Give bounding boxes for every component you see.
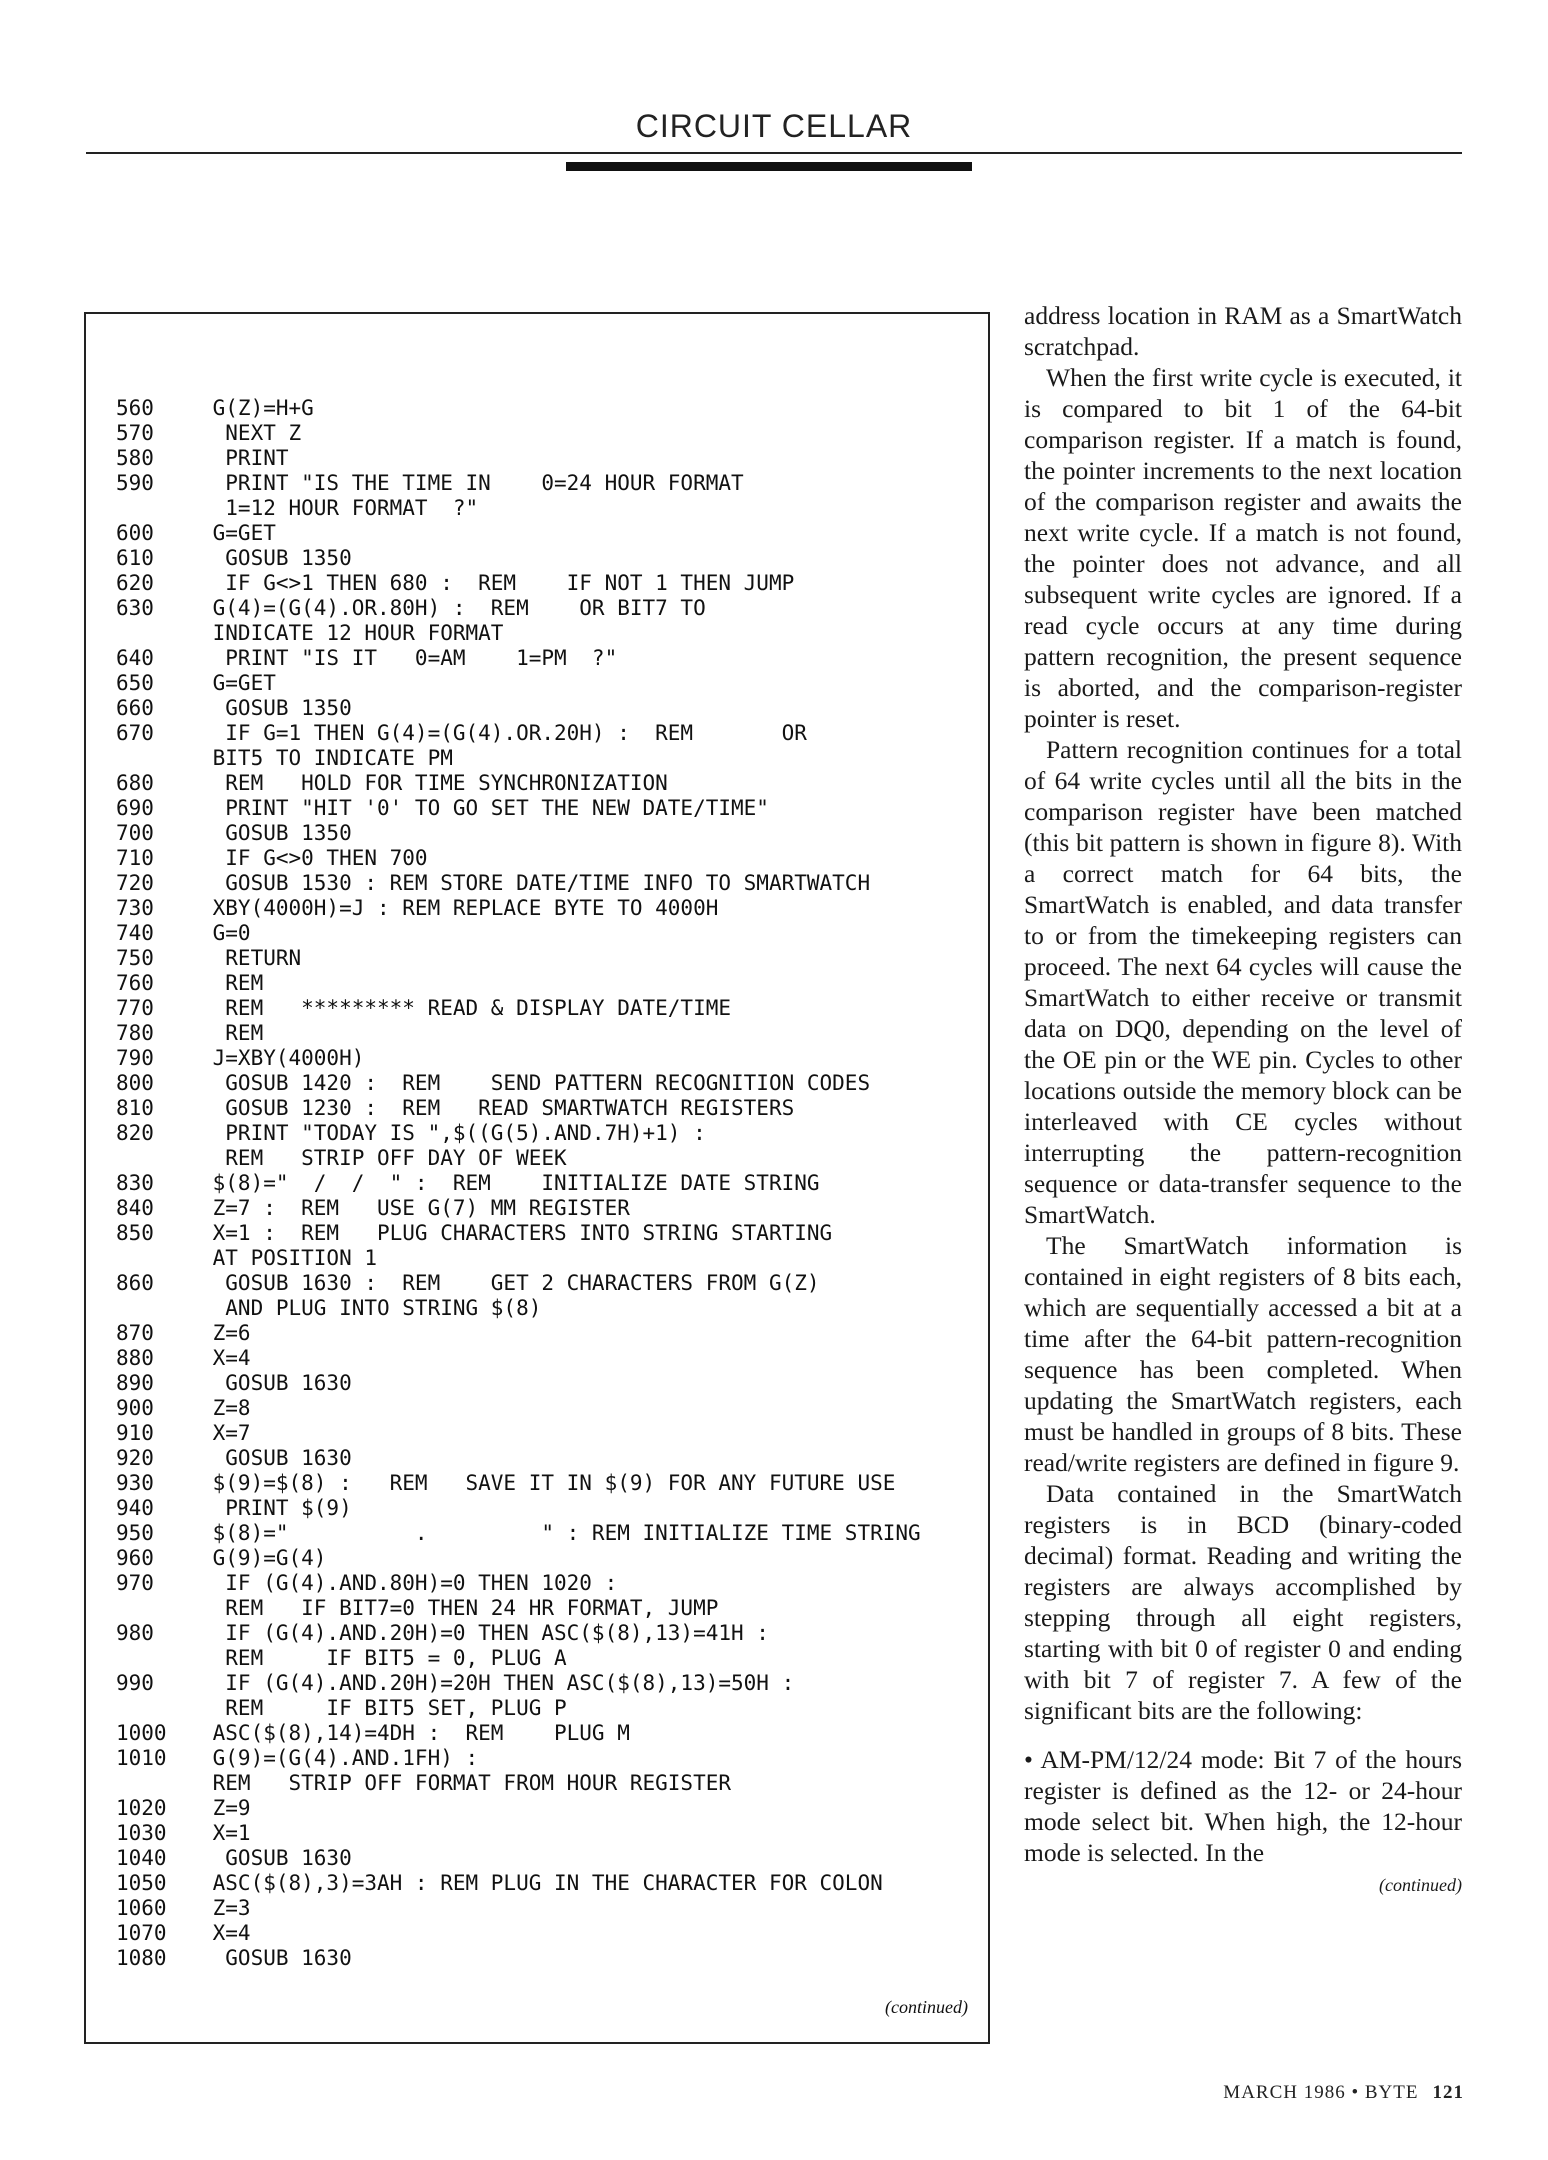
line-code: IF G<>1 THEN 680 : REM IF NOT 1 THEN JUMP — [200, 571, 795, 595]
code-line — [116, 1696, 976, 1721]
page-footer — [1223, 2082, 1464, 2104]
line-number: 590 — [116, 471, 154, 495]
line-code: $(9)=$(8) : REM SAVE IT IN $(9) FOR ANY FUTURE USE — [200, 1471, 896, 1495]
line-code: X=1 : REM PLUG CHARACTERS INTO STRING STARTING — [200, 1221, 833, 1245]
line-number: 900 — [116, 1396, 154, 1420]
line-code: X=1 — [200, 1821, 251, 1845]
line-number — [116, 621, 200, 646]
line-code: GOSUB 1420 : REM SEND PATTERN RECOGNITION CODES — [200, 1071, 871, 1095]
line-code: Z=8 — [200, 1396, 251, 1420]
line-number: 990 — [116, 1671, 154, 1695]
line-number: 730 — [116, 896, 154, 920]
line-number: 960 — [116, 1546, 154, 1570]
line-number: 680 — [116, 771, 154, 795]
line-code: GOSUB 1630 — [200, 1846, 352, 1870]
line-number: 1030 — [116, 1821, 167, 1845]
code-listing-box — [84, 312, 990, 2044]
line-number: 850 — [116, 1221, 154, 1245]
line-number: 560 — [116, 396, 154, 420]
line-number — [116, 1146, 200, 1171]
line-number: 1080 — [116, 1946, 167, 1970]
code-line — [116, 1496, 976, 1521]
line-number: 740 — [116, 921, 154, 945]
line-code: G=GET — [200, 521, 276, 545]
code-line — [116, 1896, 976, 1921]
code-line — [116, 1821, 976, 1846]
code-line — [116, 1446, 976, 1471]
article-bullet-paragraph: • AM-PM/12/24 mode: Bit 7 of the hours register is defined as the 12- or 24-hour mode select bit. When high, the 12-hour mode is selected. In the — [1024, 1745, 1462, 1867]
line-number: 1010 — [116, 1746, 167, 1770]
code-line — [116, 1621, 976, 1646]
line-number: 820 — [116, 1121, 154, 1145]
line-code: Z=9 — [200, 1796, 251, 1820]
line-number: 650 — [116, 671, 154, 695]
footer-date: MARCH 1986 • BYTE — [1223, 2082, 1419, 2103]
line-code: PRINT "HIT '0' TO GO SET THE NEW DATE/TIME" — [200, 796, 769, 820]
line-number: 720 — [116, 871, 154, 895]
line-code: BIT5 TO INDICATE PM — [200, 746, 453, 770]
code-line — [116, 571, 976, 596]
line-code: XBY(4000H)=J : REM REPLACE BYTE TO 4000H — [200, 896, 719, 920]
line-number: 630 — [116, 596, 154, 620]
code-line — [116, 1221, 976, 1246]
line-code: REM ********* READ & DISPLAY DATE/TIME — [200, 996, 732, 1020]
line-number: 770 — [116, 996, 154, 1020]
line-number: 570 — [116, 421, 154, 445]
article-paragraph: address location in RAM as a SmartWatch scratchpad. — [1024, 301, 1462, 361]
code-line — [116, 846, 976, 871]
page-number: 121 — [1432, 2082, 1464, 2103]
line-code: $(8)=" / / " : REM INITIALIZE DATE STRING — [200, 1171, 820, 1195]
line-code: IF (G(4).AND.80H)=0 THEN 1020 : — [200, 1571, 618, 1595]
article-paragraph: Pattern recognition continues for a total of 64 write cycles until all the bits in the comparison register have been matched (this bit pattern is shown in figure 8). With a correct match for 64 bits, the SmartWatch is enabled, and data transfer to or from the timekeeping registers can proceed. The next 64 cycles will cause the SmartWatch to either receive or transmit data on DQ0, depending on the level of the OE pin or the WE pin. Cycles to other locations outside the memory block can be interleaved with CE cycles without interrupting the pattern-recognition sequence or data-transfer sequence to the SmartWatch. — [1024, 735, 1462, 1229]
line-number: 830 — [116, 1171, 154, 1195]
line-code: X=4 — [200, 1921, 251, 1945]
code-line — [116, 496, 976, 521]
line-number — [116, 1646, 200, 1671]
line-code: IF (G(4).AND.20H)=20H THEN ASC($(8),13)=50H : — [200, 1671, 795, 1695]
line-code: G(9)=G(4) — [200, 1546, 327, 1570]
line-number: 700 — [116, 821, 154, 845]
line-code: ASC($(8),14)=4DH : REM PLUG M — [200, 1721, 630, 1745]
article-continued-note: (continued) — [1379, 1875, 1462, 1895]
line-number: 810 — [116, 1096, 154, 1120]
line-code: J=XBY(4000H) — [200, 1046, 365, 1070]
code-line — [116, 446, 976, 471]
line-code: IF G=1 THEN G(4)=(G(4).OR.20H) : REM OR — [200, 721, 807, 745]
line-number: 600 — [116, 521, 154, 545]
line-number — [116, 1296, 200, 1321]
line-code: REM STRIP OFF DAY OF WEEK — [200, 1146, 567, 1170]
line-code: X=7 — [200, 1421, 251, 1445]
code-line — [116, 1271, 976, 1296]
code-line — [116, 1846, 976, 1871]
code-line — [116, 396, 976, 421]
article-paragraph: When the first write cycle is executed, it is compared to bit 1 of the 64-bit comparison register. If a match is found, the pointer increments to the next location of the comparison register and awaits the next write cycle. If a match is not found, the pointer does not advance, and all subsequent write cycles are ignored. If a read cycle occurs at any time during pattern recognition, the present sequence is aborted, and the comparison-register pointer is reset. — [1024, 363, 1462, 733]
line-code: GOSUB 1230 : REM READ SMARTWATCH REGISTERS — [200, 1096, 795, 1120]
code-line — [116, 896, 976, 921]
line-number: 950 — [116, 1521, 154, 1545]
code-line — [116, 1296, 976, 1321]
line-code: ASC($(8),3)=3AH : REM PLUG IN THE CHARACTER FOR COLON — [200, 1871, 883, 1895]
code-line — [116, 1421, 976, 1446]
line-code: REM IF BIT5 = 0, PLUG A — [200, 1646, 567, 1670]
code-line — [116, 1546, 976, 1571]
code-line — [116, 771, 976, 796]
code-line — [116, 1721, 976, 1746]
line-code: GOSUB 1630 : REM GET 2 CHARACTERS FROM G(Z) — [200, 1271, 820, 1295]
line-number: 760 — [116, 971, 154, 995]
code-line — [116, 871, 976, 896]
line-number — [116, 1696, 200, 1721]
code-line — [116, 546, 976, 571]
code-line — [116, 1146, 976, 1171]
listing-continued-note: (continued) — [885, 1997, 968, 2017]
line-number: 1040 — [116, 1846, 167, 1870]
line-number: 1070 — [116, 1921, 167, 1945]
line-code: GOSUB 1350 — [200, 821, 352, 845]
code-line — [116, 1046, 976, 1071]
line-code: AND PLUG INTO STRING $(8) — [200, 1296, 542, 1320]
article-paragraph: The SmartWatch information is contained in eight registers of 8 bits each, which are sequentially accessed a bit at a time after the 64-bit pattern-recognition sequence has been completed. When updating the SmartWatch registers, each must be handled in groups of 8 bits. These read/write registers are defined in figure 9. — [1024, 1231, 1462, 1477]
code-line — [116, 1796, 976, 1821]
line-code: PRINT "IS THE TIME IN 0=24 HOUR FORMAT — [200, 471, 744, 495]
line-code: REM IF BIT5 SET, PLUG P — [200, 1696, 567, 1720]
line-code: GOSUB 1350 — [200, 546, 352, 570]
line-number: 610 — [116, 546, 154, 570]
code-line — [116, 621, 976, 646]
line-code: PRINT "IS IT 0=AM 1=PM ?" — [200, 646, 618, 670]
code-line — [116, 921, 976, 946]
line-code: PRINT — [200, 446, 289, 470]
line-number — [116, 1596, 200, 1621]
line-code: IF G<>0 THEN 700 — [200, 846, 428, 870]
code-line — [116, 1096, 976, 1121]
header-rule — [86, 152, 1462, 154]
line-number: 840 — [116, 1196, 154, 1220]
code-line — [116, 1646, 976, 1671]
code-line — [116, 746, 976, 771]
code-line — [116, 471, 976, 496]
line-code: Z=3 — [200, 1896, 251, 1920]
code-line — [116, 971, 976, 996]
line-code: PRINT $(9) — [200, 1496, 352, 1520]
code-line — [116, 421, 976, 446]
line-code: REM — [200, 971, 264, 995]
line-number: 1020 — [116, 1796, 167, 1820]
line-number: 880 — [116, 1346, 154, 1370]
code-line — [116, 1121, 976, 1146]
line-number: 790 — [116, 1046, 154, 1070]
line-number: 670 — [116, 721, 154, 745]
line-code: Z=7 : REM USE G(7) MM REGISTER — [200, 1196, 630, 1220]
line-number: 800 — [116, 1071, 154, 1095]
line-number: 860 — [116, 1271, 154, 1295]
line-number: 870 — [116, 1321, 154, 1345]
code-line — [116, 1371, 976, 1396]
line-number: 940 — [116, 1496, 154, 1520]
code-listing — [116, 396, 976, 1971]
line-number: 1060 — [116, 1896, 167, 1920]
line-number: 1050 — [116, 1871, 167, 1895]
line-number — [116, 496, 200, 521]
line-code: REM HOLD FOR TIME SYNCHRONIZATION — [200, 771, 668, 795]
code-line — [116, 1671, 976, 1696]
line-number: 660 — [116, 696, 154, 720]
line-code: G=GET — [200, 671, 276, 695]
code-line — [116, 1946, 976, 1971]
line-code: GOSUB 1350 — [200, 696, 352, 720]
line-number: 890 — [116, 1371, 154, 1395]
code-line — [116, 1771, 976, 1796]
line-number: 640 — [116, 646, 154, 670]
line-code: REM STRIP OFF FORMAT FROM HOUR REGISTER — [200, 1771, 732, 1795]
line-code: IF (G(4).AND.20H)=0 THEN ASC($(8),13)=41H : — [200, 1621, 769, 1645]
line-number: 910 — [116, 1421, 154, 1445]
article-paragraph: Data contained in the SmartWatch registers is in BCD (binary-coded decimal) format. Reading and writing the registers are always accomplished by stepping through all eight registers, starting with bit 0 of register 0 and ending with bit 7 of register 7. A few of the significant bits are the following: — [1024, 1479, 1462, 1725]
line-number — [116, 746, 200, 771]
code-line — [116, 1921, 976, 1946]
line-code: RETURN — [200, 946, 302, 970]
code-line — [116, 1571, 976, 1596]
line-code: GOSUB 1530 : REM STORE DATE/TIME INFO TO SMARTWATCH — [200, 871, 871, 895]
line-code: $(8)=" . " : REM INITIALIZE TIME STRING — [200, 1521, 921, 1545]
line-code: INDICATE 12 HOUR FORMAT — [200, 621, 504, 645]
line-number: 970 — [116, 1571, 154, 1595]
code-line — [116, 821, 976, 846]
code-line — [116, 1021, 976, 1046]
code-line — [116, 946, 976, 971]
line-number: 1000 — [116, 1721, 167, 1745]
line-number: 920 — [116, 1446, 154, 1470]
line-code: GOSUB 1630 — [200, 1446, 352, 1470]
header-bar — [566, 162, 972, 171]
code-line — [116, 1396, 976, 1421]
line-code: PRINT "TODAY IS ",$((G(5).AND.7H)+1) : — [200, 1121, 706, 1145]
line-number: 930 — [116, 1471, 154, 1495]
line-code: G(9)=(G(4).AND.1FH) : — [200, 1746, 479, 1770]
code-line — [116, 796, 976, 821]
code-line — [116, 1246, 976, 1271]
code-line — [116, 1346, 976, 1371]
line-code: G(4)=(G(4).OR.80H) : REM OR BIT7 TO — [200, 596, 706, 620]
code-line — [116, 1596, 976, 1621]
line-number: 620 — [116, 571, 154, 595]
line-number: 710 — [116, 846, 154, 870]
line-number: 690 — [116, 796, 154, 820]
page-header-title: CIRCUIT CELLAR — [635, 108, 913, 144]
line-number — [116, 1771, 200, 1796]
code-line — [116, 721, 976, 746]
code-line — [116, 1196, 976, 1221]
line-code: GOSUB 1630 — [200, 1371, 352, 1395]
code-line — [116, 996, 976, 1021]
code-line — [116, 521, 976, 546]
line-code: G(Z)=H+G — [200, 396, 314, 420]
line-code: NEXT Z — [200, 421, 302, 445]
line-code: REM — [200, 1021, 264, 1045]
code-line — [116, 1471, 976, 1496]
line-code: REM IF BIT7=0 THEN 24 HR FORMAT, JUMP — [200, 1596, 719, 1620]
line-number — [116, 1246, 200, 1271]
line-code: GOSUB 1630 — [200, 1946, 352, 1970]
line-code: 1=12 HOUR FORMAT ?" — [200, 496, 479, 520]
line-code: Z=6 — [200, 1321, 251, 1345]
code-line — [116, 1321, 976, 1346]
code-line — [116, 671, 976, 696]
code-line — [116, 1521, 976, 1546]
line-number: 980 — [116, 1621, 154, 1645]
code-line — [116, 646, 976, 671]
code-line — [116, 596, 976, 621]
line-code: AT POSITION 1 — [200, 1246, 378, 1270]
line-number: 750 — [116, 946, 154, 970]
code-line — [116, 1871, 976, 1896]
code-line — [116, 1071, 976, 1096]
line-number: 780 — [116, 1021, 154, 1045]
line-code: X=4 — [200, 1346, 251, 1370]
article-column — [1024, 300, 1462, 1901]
line-code: G=0 — [200, 921, 251, 945]
code-line — [116, 1171, 976, 1196]
line-number: 580 — [116, 446, 154, 470]
code-line — [116, 1746, 976, 1771]
code-line — [116, 696, 976, 721]
